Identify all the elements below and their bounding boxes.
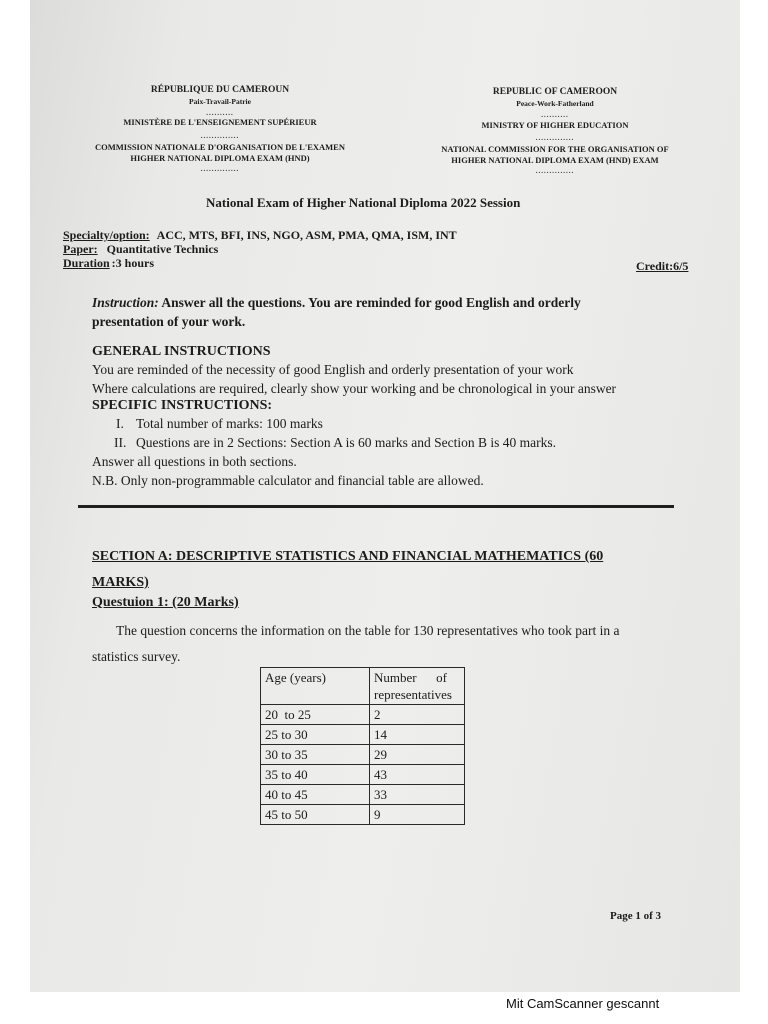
header-right-country: REPUBLIC OF CAMEROON (492, 87, 618, 97)
scanned-exam-page (30, 0, 740, 992)
table-cell-count: 33 (370, 785, 465, 805)
specific-line-3: Answer all questions in both sections. (92, 454, 297, 469)
header-right-motto: Peace-Work-Fatherland (516, 99, 594, 108)
table-cell-age: 20 to 25 (261, 705, 370, 725)
specific-item-1-num: I. (116, 416, 124, 431)
table-header-row (261, 668, 465, 705)
section-a-title (92, 544, 692, 596)
header-right-commission-2: HIGHER NATIONAL DIPLOMA EXAM (HND) EXAM (451, 155, 659, 165)
table-row (261, 745, 465, 765)
paper-label: Paper: (63, 242, 98, 256)
table-cell-count: 43 (370, 765, 465, 785)
age-distribution-table (260, 667, 465, 825)
table-cell-age: 25 to 30 (261, 725, 370, 745)
table-row (261, 805, 465, 825)
general-heading: GENERAL INSTRUCTIONS (92, 344, 271, 359)
table-cell-age: 40 to 45 (261, 785, 370, 805)
header-right-separator-3: .............. (535, 167, 575, 175)
table-row (261, 765, 465, 785)
header-left-separator-3: .............. (200, 165, 240, 173)
instruction-text: Answer all the questions. You are reminded for good English and orderly (161, 295, 581, 310)
question-1-text (92, 618, 712, 670)
credit-value: Credit:6/5 (636, 259, 689, 273)
specific-item-1 (92, 414, 712, 433)
table-header-count (370, 668, 465, 705)
table-cell-age: 30 to 35 (261, 745, 370, 765)
table-row (261, 705, 465, 725)
exam-meta (63, 228, 703, 270)
duration-value: :3 hours (111, 256, 155, 270)
paper-line (63, 242, 703, 256)
divider-line (78, 505, 674, 508)
general-line-2: Where calculations are required, clearly show your working and be chronological in your answer (92, 381, 617, 396)
specific-item-1-text: Total number of marks: 100 marks (136, 416, 323, 431)
table-header-count-line-1: Number of (374, 670, 447, 685)
header-left-commission-1: COMMISSION NATIONALE D'ORGANISATION DE L'EXAMEN (95, 142, 345, 152)
header-left-separator-2: .............. (200, 132, 240, 140)
table-cell-age: 35 to 40 (261, 765, 370, 785)
duration-line (63, 256, 703, 270)
table-header-count-line-2: representatives (374, 687, 452, 702)
specific-item-2-num: II. (114, 435, 127, 450)
table-row (261, 785, 465, 805)
credit (636, 259, 688, 273)
table-cell-count: 2 (370, 705, 465, 725)
question-1-label: Questuion 1: (20 Marks) (92, 595, 239, 610)
table-cell-count: 29 (370, 745, 465, 765)
header-right (415, 87, 695, 177)
header-right-ministry: MINISTRY OF HIGHER EDUCATION (481, 120, 629, 130)
specific-heading: SPECIFIC INSTRUCTIONS: (92, 398, 273, 413)
instruction-text-2: presentation of your work. (92, 314, 246, 329)
header-right-commission-1: NATIONAL COMMISSION FOR THE ORGANISATION OF (441, 144, 669, 154)
table-cell-count: 14 (370, 725, 465, 745)
camscanner-watermark: Mit CamScanner gescannt (506, 996, 660, 1011)
header-left-motto: Paix-Travail-Patrie (189, 97, 251, 106)
page-number: Page 1 of 3 (610, 910, 662, 922)
header-left-commission-2: HIGHER NATIONAL DIPLOMA EXAM (HND) (130, 153, 310, 163)
general-instructions (92, 344, 712, 490)
header-left-country: RÉPUBLIQUE DU CAMEROUN (150, 85, 290, 95)
paper-value: Quantitative Technics (106, 242, 219, 256)
nb-note: N.B. Only non-programmable calculator and financial table are allowed. (92, 473, 484, 488)
header-left (70, 85, 370, 175)
specific-item-2-text: Questions are in 2 Sections: Section A is 60 marks and Section B is 40 marks. (136, 435, 556, 450)
question-1-line-1: The question concerns the information on the table for 130 representatives who took part in a (116, 623, 620, 638)
table-cell-count: 9 (370, 805, 465, 825)
header-right-separator-2: .............. (535, 134, 575, 142)
specialty-label: Specialty/option: (63, 228, 150, 242)
section-a-title-line-2: MARKS) (92, 575, 149, 590)
section-a-title-line-1: SECTION A: DESCRIPTIVE STATISTICS AND FINANCIAL MATHEMATICS (60 (92, 549, 604, 564)
header-left-ministry: MINISTÈRE DE L'ENSEIGNEMENT SUPÉRIEUR (123, 117, 317, 127)
specific-item-2 (92, 433, 712, 452)
header-left-separator: .......... (206, 109, 234, 117)
exam-title: National Exam of Higher National Diploma 2022 Session (206, 195, 521, 210)
question-1-line-2: statistics survey. (92, 649, 181, 664)
duration-label: Duration (63, 256, 110, 270)
table-row (261, 725, 465, 745)
specialty-value: ACC, MTS, BFI, INS, NGO, ASM, PMA, QMA, ISM, INT (156, 228, 457, 242)
instruction-label: Instruction: (92, 295, 159, 310)
specialty-line (63, 228, 703, 242)
general-line-1: You are reminded of the necessity of good English and orderly presentation of your work (92, 362, 574, 377)
table-cell-age: 45 to 50 (261, 805, 370, 825)
header-right-separator: .......... (541, 111, 569, 119)
instruction (92, 293, 692, 331)
table-header-age: Age (years) (261, 668, 370, 705)
